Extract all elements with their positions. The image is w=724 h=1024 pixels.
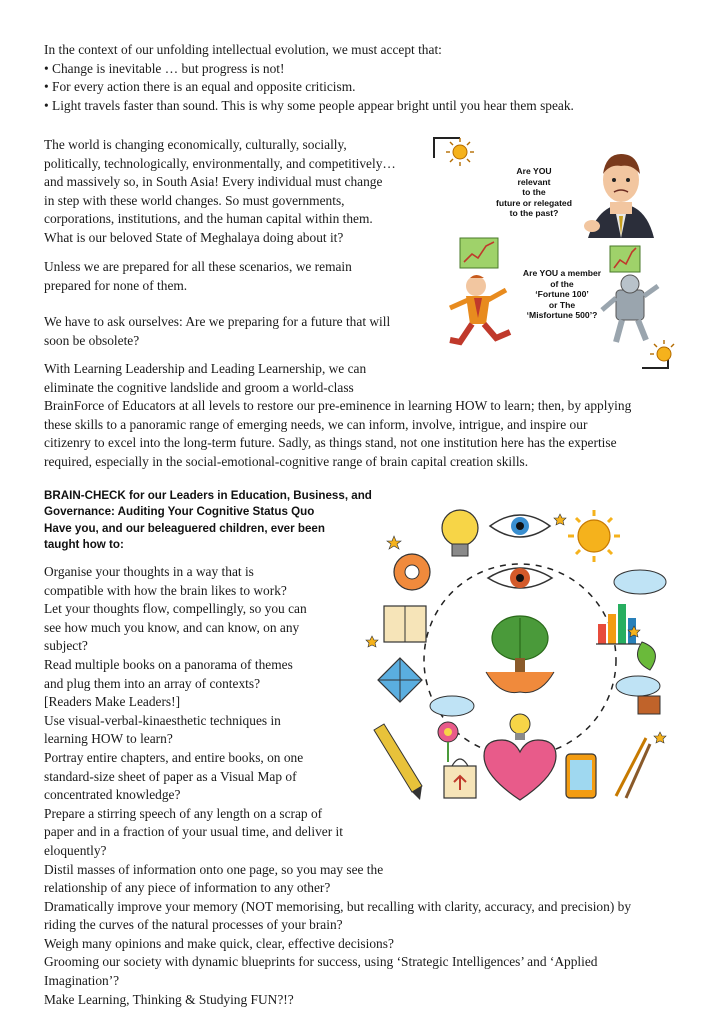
intro-bullet: • For every action there is an equal and opposite criticism.	[44, 79, 356, 95]
paragraph-line: and massively so, in South Asia! Every individual must change	[44, 174, 383, 190]
paragraph-line: required, especially in the social-emotional-cognitive range of brain capital creation skills.	[44, 453, 529, 469]
brush-icon	[616, 738, 650, 798]
list-item: compatible with how the brain likes to work?	[44, 582, 287, 598]
eye-icon	[490, 515, 550, 537]
paragraph-line: these skills to a panoramic range of emerging needs, we can inform, involve, intrigue, and inspire our	[44, 416, 588, 432]
paragraph-line: citizenry to excel into the long-term future. Sadly, as things stand, not one institution here has the expertise	[44, 435, 617, 451]
sun-icon	[568, 510, 620, 562]
list-item: riding the curves of the natural processes of your brain?	[44, 917, 343, 933]
list-item: Organise your thoughts in a way that is	[44, 564, 254, 579]
paragraph-line: The world is changing economically, culturally, socially,	[44, 137, 347, 152]
paragraph-line: soon be obsolete?	[44, 332, 140, 348]
callout-line: to the	[522, 187, 546, 198]
list-item: Portray entire chapters, and entire books, on one	[44, 749, 304, 765]
list-item: Weigh many opinions and make quick, clear, effective decisions?	[44, 935, 394, 951]
brain-check-heading	[44, 488, 374, 554]
cartoon-panel	[420, 128, 682, 378]
list-item: Use visual-verbal-kinaesthetic techniques in	[44, 712, 281, 728]
list-item: Dramatically improve your memory (NOT memorising, but recalling with clarity, accuracy, and precision) by	[44, 898, 632, 914]
list-item: concentrated knowledge?	[44, 787, 181, 803]
list-item: paper and in a fraction of your usual time, and deliver it	[44, 824, 343, 840]
growth-chart-icon	[610, 246, 640, 272]
paragraph-line: prepared for none of them.	[44, 277, 188, 293]
heading-line: Governance: Auditing Your Cognitive Status Quo	[44, 505, 315, 519]
callout-fortune	[510, 268, 614, 321]
gear-icon	[394, 554, 430, 590]
callout-line: Are YOU a member	[522, 268, 602, 278]
learning-illustration	[360, 500, 676, 818]
list-item: Make Learning, Thinking & Studying FUN?!?	[44, 991, 294, 1007]
list-item: learning HOW to learn?	[44, 731, 173, 747]
list-item: standard-size sheet of paper as a Visual Map of	[44, 768, 297, 784]
lightbulb-icon	[442, 510, 478, 556]
intro-bullet: • Change is inevitable … but progress is not!	[44, 60, 285, 76]
growth-chart-icon	[460, 238, 498, 268]
learning-illustration-svg	[360, 500, 676, 818]
list-item: [Readers Make Leaders!]	[44, 694, 181, 710]
paragraph-line: in step with these world changes. So must governments,	[44, 192, 345, 208]
list-item: Imagination’?	[44, 973, 120, 989]
intro-block	[44, 41, 574, 115]
paragraph-line: eliminate the cognitive landslide and groom a world-class	[44, 379, 354, 395]
callout-line: ‘Misfortune 500’?	[526, 310, 598, 321]
paragraph-line: What is our beloved State of Meghalaya doing about it?	[44, 229, 344, 245]
list-item: Let your thoughts flow, compellingly, so you can	[44, 601, 307, 617]
paragraph-ask-ourselves	[44, 313, 390, 350]
cloud-icon	[430, 696, 474, 716]
running-man-cartoon	[450, 275, 510, 342]
callout-line: or The	[548, 299, 576, 310]
sun-icon	[446, 138, 474, 166]
sun-icon	[650, 340, 674, 361]
list-item: see how much you know, and can know, on any	[44, 619, 300, 635]
callout-line: future or relegated	[496, 197, 572, 208]
kite-icon	[378, 658, 422, 702]
book-icon	[384, 606, 426, 642]
list-item: Read multiple books on a panorama of themes	[44, 656, 293, 672]
paragraph-line: politically, technologically, environmentally, and competitively…	[44, 155, 396, 171]
list-item: Prepare a stirring speech of any length on a scrap of	[44, 805, 323, 821]
intro-bullet: • Light travels faster than sound. This is why some people appear bright until you hear them speak.	[44, 97, 574, 113]
shopping-bag-icon	[444, 759, 476, 798]
eye-icon	[488, 568, 552, 588]
list-item: subject?	[44, 638, 88, 654]
paragraph-world-changing	[44, 136, 396, 248]
heading-line: taught how to:	[44, 538, 124, 552]
paragraph-line: We have to ask ourselves: Are we preparing for a future that will	[44, 314, 391, 329]
paragraph-line: corporations, institutions, and the human capital within them.	[44, 211, 373, 227]
paragraph-line: With Learning Leadership and Leading Learnership, we can	[44, 361, 367, 376]
heading-line: BRAIN-CHECK for our Leaders in Education, Business, and	[44, 489, 372, 502]
cloud-icon	[614, 570, 666, 594]
flower-icon	[438, 722, 458, 762]
callout-line: relevant	[517, 176, 551, 187]
list-item: Grooming our society with dynamic blueprints for success, using ‘Strategic Intelligences’ and ‘Applied	[44, 954, 598, 970]
list-item: eloquently?	[44, 842, 107, 858]
paragraph-line: BrainForce of Educators at all levels to restore our pre-eminence in learning HOW to learn; then, by applying	[44, 398, 632, 414]
cloud-icon	[616, 676, 660, 696]
callout-line: ‘Fortune 100’	[535, 289, 589, 300]
tablet-icon	[566, 754, 596, 798]
callout-line: Are YOU	[516, 166, 552, 176]
intro-lead: In the context of our unfolding intellectual evolution, we must accept that:	[44, 42, 442, 57]
brain-tree-icon	[486, 616, 554, 693]
lightbulb-icon	[510, 714, 530, 740]
list-item: relationship of any piece of information to any other?	[44, 880, 331, 896]
paragraph-prepared	[44, 258, 352, 295]
businessman-cartoon	[584, 154, 654, 238]
callout-relevant	[482, 166, 586, 219]
list-item: Distil masses of information onto one page, so you may see the	[44, 861, 384, 877]
callout-line: to the past?	[509, 208, 559, 219]
heading-line: Have you, and our beleaguered children, ever been	[44, 521, 325, 535]
bar-chart-icon	[596, 604, 640, 644]
heart-icon	[484, 740, 556, 800]
callout-line: of the	[550, 278, 574, 289]
list-item: and plug them into an array of contexts?	[44, 675, 261, 691]
paragraph-line: Unless we are prepared for all these scenarios, we remain	[44, 259, 352, 274]
pencil-icon	[374, 724, 422, 800]
